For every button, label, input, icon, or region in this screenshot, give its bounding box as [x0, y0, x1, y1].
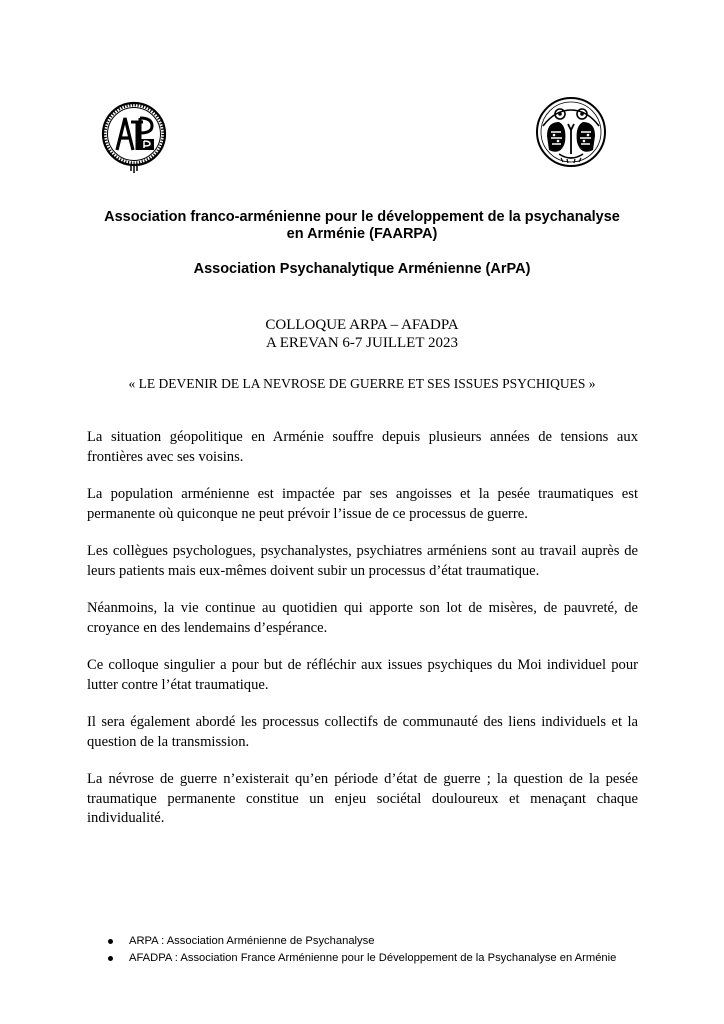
org-arpa-heading: Association Psychanalytique Arménienne (ArPA)	[193, 261, 531, 277]
colloque-line1: COLLOQUE ARPA – AFADPA	[265, 317, 459, 333]
paragraph: Il sera également abordé les processus collectifs de communauté des liens individuels et la question de la transmission.	[87, 714, 638, 750]
colloque-subject: « LE DEVENIR DE LA NEVROSE DE GUERRE ET SES ISSUES PSYCHIQUES »	[128, 376, 596, 391]
bullet-icon	[108, 956, 113, 961]
bullet-icon	[108, 939, 113, 944]
paragraph: Néanmoins, la vie continue au quotidien qui apporte son lot de misères, de pauvreté, de croyance en des lendemains d’espérance.	[87, 600, 638, 636]
paragraph: La situation géopolitique en Arménie souffre depuis plusieurs années de tensions aux frontières avec ses voisins.	[87, 429, 638, 465]
paragraph: Les collègues psychologues, psychanalystes, psychiatres arméniens sont au travail auprès de leurs patients mais eux-mêmes doivent subir un processus d’état traumatique.	[87, 543, 638, 579]
paragraph: La population arménienne est impactée par ses angoisses et la pesée traumatiques est permanente où quiconque ne peut prévoir l’issue de ce processus de guerre.	[87, 486, 638, 522]
colloque-title	[0, 316, 724, 352]
arpa-seal-logo	[100, 98, 168, 174]
footnote-item	[108, 933, 628, 950]
footnote-text: ARPA : Association Arménienne de Psychanalyse	[129, 935, 375, 947]
org-faarpa-line1: Association franco-arménienne pour le développement de la psychanalyse	[104, 209, 620, 225]
body-text	[87, 428, 638, 847]
org-faarpa-line2: en Arménie (FAARPA)	[286, 226, 438, 242]
footnote-list	[108, 933, 628, 966]
colloque-line2: A EREVAN 6-7 JUILLET 2023	[266, 335, 458, 351]
paragraph: La névrose de guerre n’existerait qu’en période d’état de guerre ; la question de la pesée traumatique permanente constitue un enjeu sociétal douloureux et menaçant chaque individualité.	[87, 771, 638, 826]
birds-seal-logo	[535, 96, 607, 168]
org-faarpa-heading	[0, 209, 724, 243]
footnote-text: AFADPA : Association France Arménienne pour le Développement de la Psychanalyse en Arménie	[129, 951, 617, 964]
paragraph: Ce colloque singulier a pour but de réfléchir aux issues psychiques du Moi individuel pour lutter contre l’état traumatique.	[87, 657, 638, 693]
footnote-item	[108, 950, 628, 967]
